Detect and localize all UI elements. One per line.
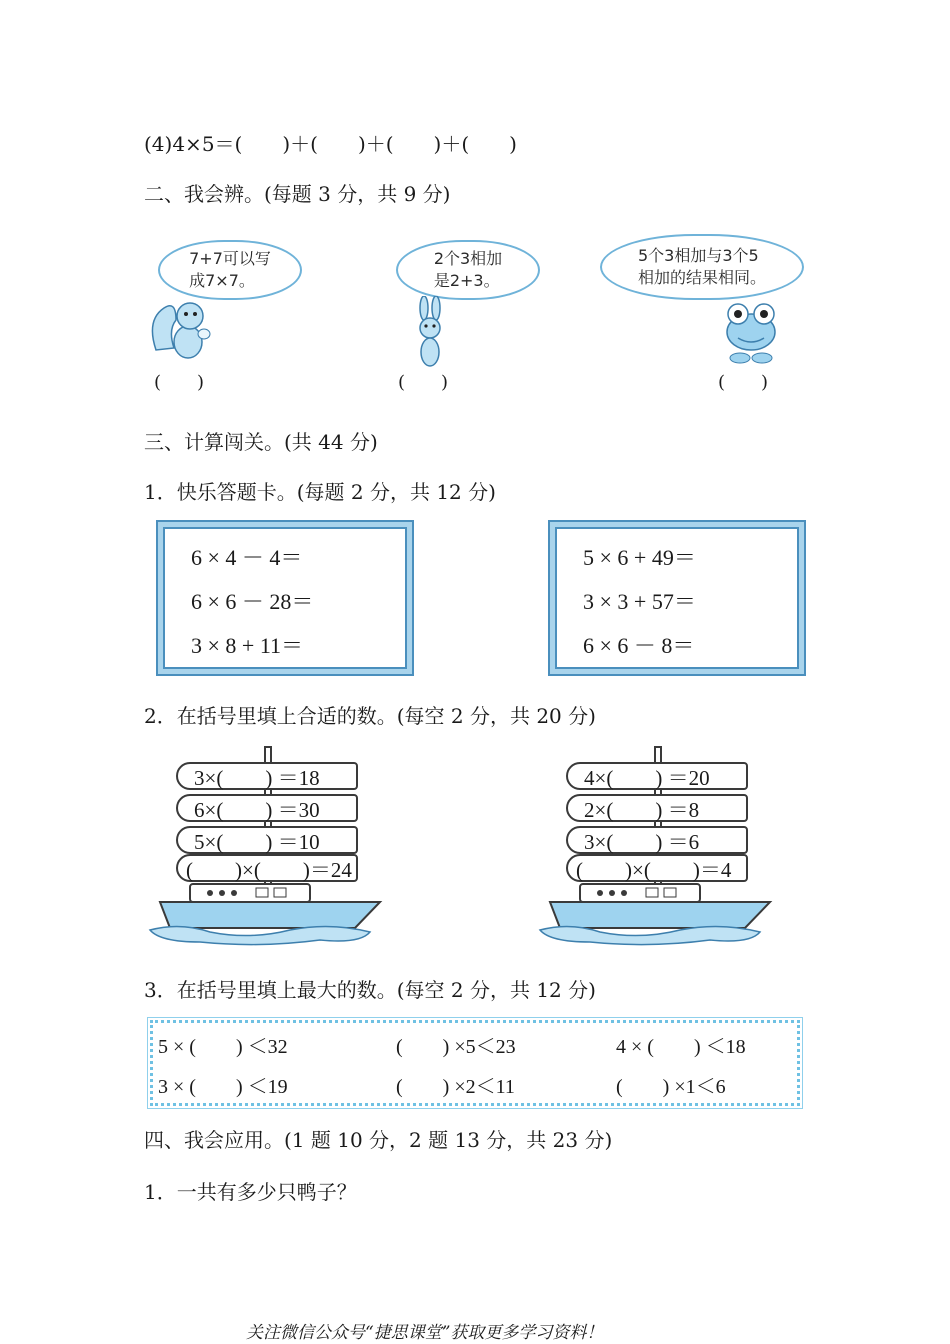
card-equation: 3 × 3 + 57＝ <box>583 589 696 614</box>
section-2-title: 二、我会辨。(每题 3 分，共 9 分) <box>144 182 451 206</box>
inequality: ( ) ×2＜11 <box>396 1076 515 1098</box>
section-3-q2-title: 2．在括号里填上合适的数。(每空 2 分，共 20 分) <box>144 704 596 728</box>
section-4-title: 四、我会应用。(1 题 10 分，2 题 13 分，共 23 分) <box>144 1128 613 1152</box>
section-3-q3-title: 3．在括号里填上最大的数。(每空 2 分，共 12 分) <box>144 978 596 1002</box>
section-3-title: 三、计算闯关。(共 44 分) <box>144 430 378 454</box>
sail-equation: ( )×( )＝24 <box>176 854 358 882</box>
sail-equation: 6×( ) ＝30 <box>176 794 358 822</box>
section-4-q1: 1．一共有多少只鸭子？ <box>144 1180 357 1204</box>
question-4-line: (4)4×5＝( )＋( )＋( )＋( ) <box>144 132 517 156</box>
answer-paren-3[interactable]: ( ) <box>718 372 769 393</box>
card-equation: 6 × 6 － 28＝ <box>191 589 314 614</box>
answer-card-left <box>158 522 412 674</box>
answer-paren-1[interactable]: ( ) <box>154 372 205 393</box>
sail-equation: 4×( ) ＝20 <box>566 762 748 790</box>
sail-equation: 2×( ) ＝8 <box>566 794 748 822</box>
answer-paren-2[interactable]: ( ) <box>398 372 449 393</box>
sail-equation: 3×( ) ＝6 <box>566 826 748 854</box>
boat-icon <box>140 880 390 948</box>
answer-card-right <box>550 522 804 674</box>
card-equation: 3 × 8 + 11＝ <box>191 633 303 658</box>
inequality: 5 × ( ) ＜32 <box>158 1036 288 1058</box>
rabbit-icon <box>410 296 454 376</box>
sail-equation: ( )×( )＝4 <box>566 854 748 882</box>
inequality: 3 × ( ) ＜19 <box>158 1076 288 1098</box>
card-equation: 6 × 6 － 8＝ <box>583 633 695 658</box>
sail-equation: 5×( ) ＝10 <box>176 826 358 854</box>
card-equation: 5 × 6 + 49＝ <box>583 545 696 570</box>
inequality: 4 × ( ) ＜18 <box>616 1036 746 1058</box>
boat-icon <box>530 880 780 948</box>
frog-icon <box>718 296 784 368</box>
speech-bubble-3: 5个3相加与3个5 相加的结果相同。 <box>600 234 804 300</box>
card-equation: 6 × 4 － 4＝ <box>191 545 303 570</box>
speech-bubble-2: 2个3相加 是2+3。 <box>396 240 540 300</box>
speech-bubble-1: 7+7可以写 成7×7。 <box>158 240 302 300</box>
footer-note: 关注微信公众号“捷思课堂”获取更多学习资料！ <box>246 1323 604 1343</box>
inequality: ( ) ×5＜23 <box>396 1036 516 1058</box>
sail-equation: 3×( ) ＝18 <box>176 762 358 790</box>
inequality: ( ) ×1＜6 <box>616 1076 726 1098</box>
squirrel-icon <box>146 290 216 365</box>
section-3-q1-title: 1．快乐答题卡。(每题 2 分，共 12 分) <box>144 480 496 504</box>
